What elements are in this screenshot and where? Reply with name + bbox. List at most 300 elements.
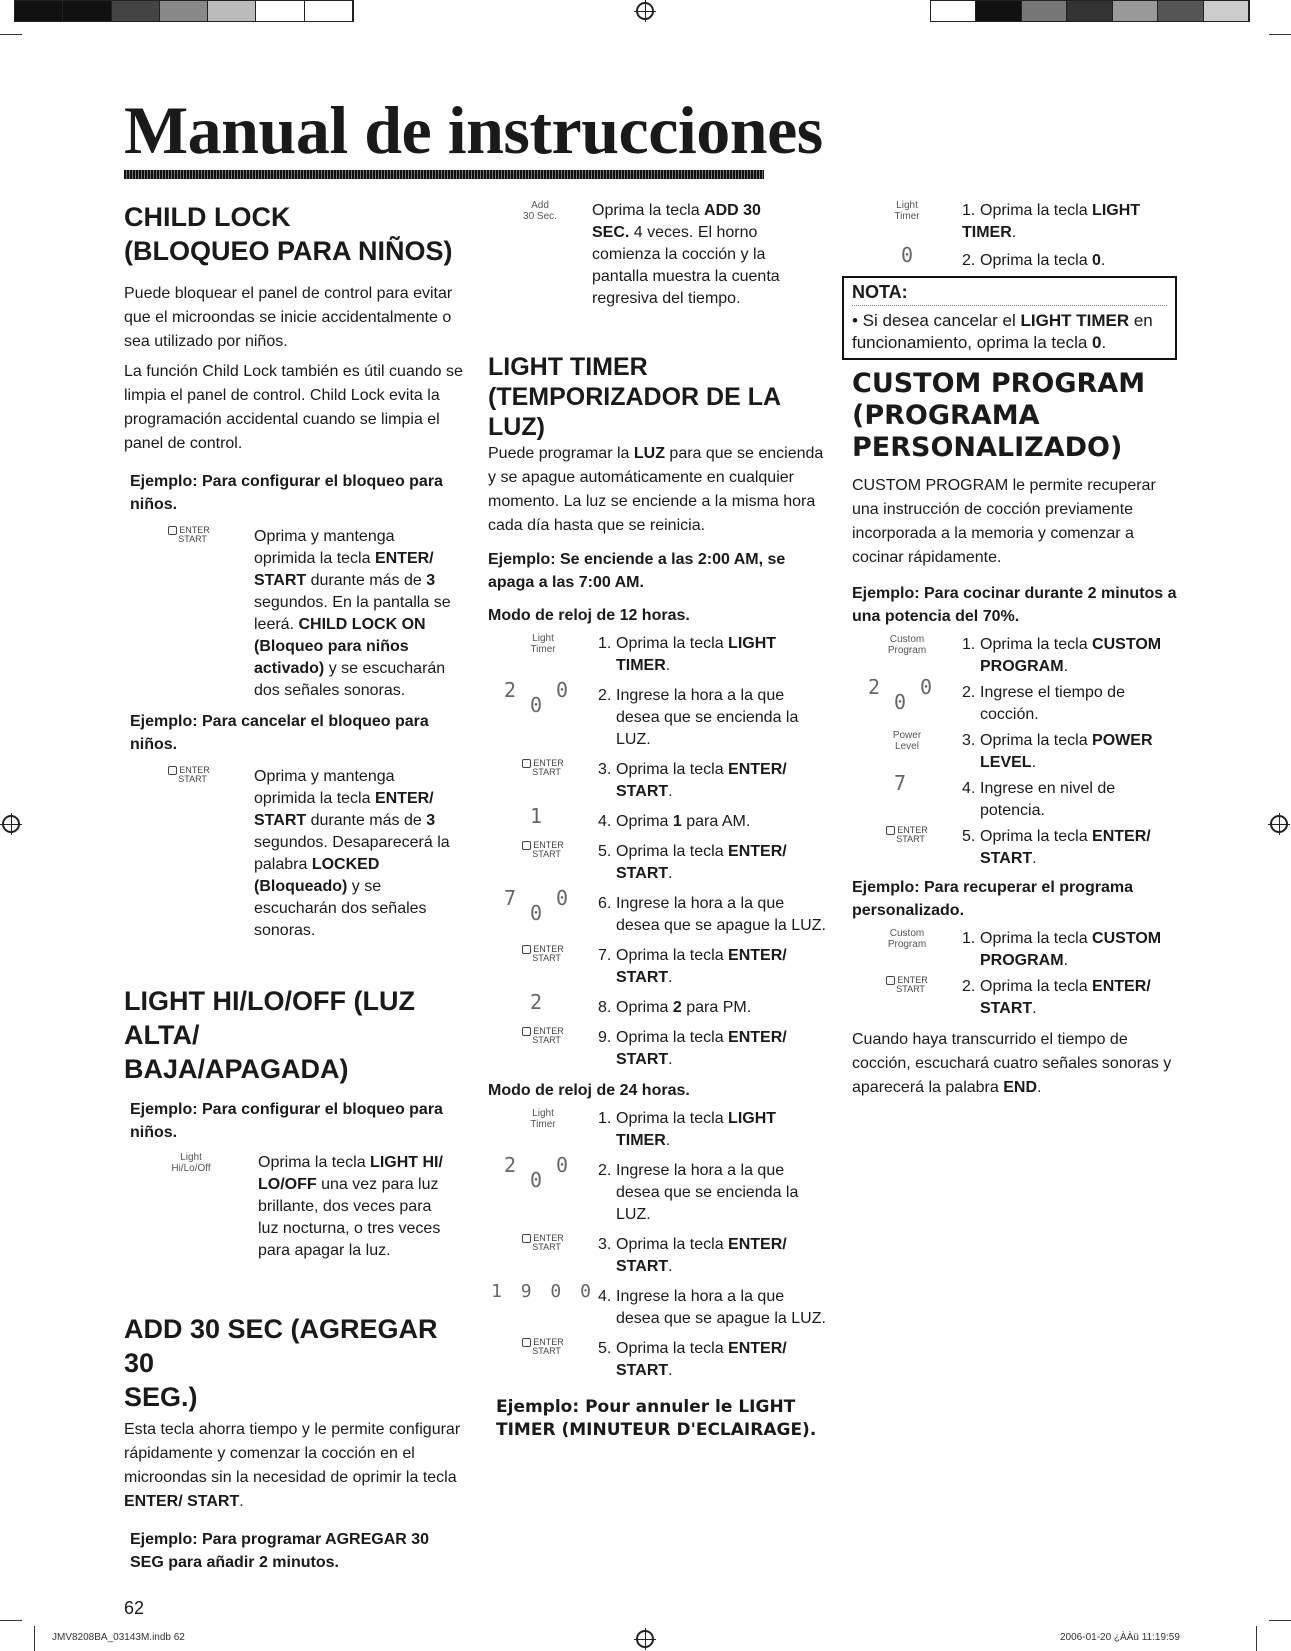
text: para PM. bbox=[681, 999, 752, 1016]
key-text: START bbox=[532, 849, 561, 860]
step-number: 2. bbox=[962, 684, 976, 701]
registration-target-bottom bbox=[636, 1630, 654, 1648]
example-heading: Ejemplo: Para cocinar durante 2 minutos a una potencia del 70%. bbox=[852, 585, 1177, 625]
instruction-row bbox=[488, 633, 828, 677]
instruction-row bbox=[852, 730, 1177, 774]
instruction-row bbox=[488, 200, 828, 310]
instruction-text bbox=[962, 634, 1177, 678]
instruction-row bbox=[124, 766, 464, 942]
step-number: 1. bbox=[962, 202, 976, 219]
note-title: NOTA: bbox=[852, 282, 1167, 306]
footer-file: JMV8208BA_03143M.indb 62 bbox=[52, 1632, 185, 1643]
key-text: ENTER bbox=[533, 1026, 564, 1036]
key-text: Add bbox=[531, 200, 549, 211]
instruction-text bbox=[258, 1152, 454, 1262]
instruction-text bbox=[592, 200, 792, 310]
step-number: 7. bbox=[598, 947, 612, 964]
d7-key bbox=[852, 771, 962, 795]
key-text: START bbox=[532, 1035, 561, 1046]
enter-start-label bbox=[168, 766, 210, 784]
text: Oprima la tecla bbox=[616, 761, 729, 778]
custom-steps-1 bbox=[852, 634, 1177, 870]
instruction-row bbox=[488, 1234, 828, 1278]
text: Oprima la tecla bbox=[616, 843, 729, 860]
step-number: 2. bbox=[598, 1162, 612, 1179]
instruction-text bbox=[962, 730, 1177, 774]
footer-stamp: 2006-01-20 ¿ÀÀü 11:19:59 bbox=[1060, 1632, 1180, 1643]
digit-0-key: 0 bbox=[900, 243, 914, 267]
instruction-text bbox=[598, 633, 828, 677]
text-bold: ADD 30 SEC. bbox=[592, 202, 761, 241]
enter-key bbox=[488, 759, 598, 778]
text-bold: ENTER/ START bbox=[616, 947, 787, 986]
step-number: 4. bbox=[598, 1288, 612, 1305]
heading-line: LIGHT HI/LO/OFF (LUZ ALTA/ bbox=[124, 986, 415, 1050]
page-number: 62 bbox=[124, 1598, 145, 1618]
key-text: 2 0 0 bbox=[867, 675, 947, 714]
registration-target-top bbox=[636, 2, 654, 20]
key-text: START bbox=[532, 1346, 561, 1357]
key-text: Light bbox=[532, 633, 554, 644]
custom-steps-2 bbox=[852, 928, 1177, 1020]
step-number: 9. bbox=[598, 1029, 612, 1046]
text-bold: 3 bbox=[426, 812, 436, 829]
key-text: START bbox=[532, 1242, 561, 1253]
step-number: 3. bbox=[962, 732, 976, 749]
text: para AM. bbox=[681, 813, 751, 830]
step-number: 6. bbox=[598, 895, 612, 912]
key-text: ENTER bbox=[533, 944, 564, 954]
custom-program-heading bbox=[852, 368, 1177, 464]
title-rule bbox=[124, 170, 764, 179]
text: . bbox=[1100, 252, 1106, 269]
text: Ingrese el tiempo de cocción. bbox=[980, 684, 1125, 723]
instruction-text bbox=[598, 1160, 828, 1226]
instruction-row bbox=[488, 759, 828, 803]
text: durante más de bbox=[306, 572, 427, 589]
enter-key bbox=[488, 1027, 598, 1046]
instruction-row bbox=[488, 1153, 828, 1226]
add30-heading bbox=[124, 1312, 464, 1414]
step-number: 4. bbox=[962, 780, 976, 797]
key-text: Program bbox=[887, 645, 927, 656]
registration-target-left bbox=[2, 815, 20, 833]
registration-bar-left bbox=[14, 0, 354, 22]
key-text: ENTER bbox=[533, 1337, 564, 1347]
instruction-text bbox=[598, 841, 828, 885]
paragraph: CUSTOM PROGRAM le permite recuperar una instrucción de cocción previamente incorporada a la memoria y comenzar a cocinar rápidamente. bbox=[852, 477, 1156, 566]
step-number: 1. bbox=[598, 635, 612, 652]
example-heading: Ejemplo: Para programar AGREGAR 30 SEG para añadir 2 minutos. bbox=[130, 1531, 430, 1571]
crop-mark bbox=[1256, 1626, 1257, 1651]
text: para que se encienda y se apague automáticamente en cualquier momento. La luz se enciende a la misma hora cada día hasta que se reinicia. bbox=[488, 445, 824, 534]
instruction-row bbox=[852, 771, 1177, 822]
step-number: 5. bbox=[598, 843, 612, 860]
instruction-text bbox=[962, 976, 1177, 1020]
example-heading: Ejemplo: Para configurar el bloqueo para niños. bbox=[130, 1101, 443, 1141]
note-text bbox=[852, 310, 1167, 354]
text: . bbox=[668, 783, 673, 800]
text: Oprima y mantenga oprimida la tecla bbox=[254, 528, 395, 567]
text-bold: CUSTOM PROGRAM bbox=[980, 930, 1162, 969]
enter-start-label bbox=[886, 976, 928, 994]
instruction-row bbox=[852, 200, 1177, 244]
crop-mark bbox=[0, 34, 22, 35]
enter-key bbox=[488, 1338, 598, 1357]
instruction-text bbox=[254, 526, 454, 702]
step-number: 2. bbox=[962, 252, 976, 269]
key-text: ENTER bbox=[533, 1233, 564, 1243]
text: 4 veces. El horno comienza la cocción y la pantalla muestra la cuenta regresiva del tiempo. bbox=[592, 224, 780, 307]
heading-line: PERSONALIZADO) bbox=[852, 432, 1123, 463]
instruction-text bbox=[598, 685, 828, 751]
instruction-row bbox=[488, 841, 828, 885]
text-bold: LIGHT TIMER bbox=[1020, 311, 1130, 330]
text-bold: POWER LEVEL bbox=[980, 732, 1153, 771]
key-text: Program bbox=[887, 939, 927, 950]
instruction-text bbox=[254, 766, 454, 942]
text: . bbox=[665, 657, 671, 674]
paragraph: Puede bloquear el panel de control para evitar que el microondas se inicie accidentalmente o sea utilizado por niños. bbox=[124, 285, 453, 350]
key-text: START bbox=[896, 984, 925, 995]
enter-key bbox=[852, 976, 962, 995]
crop-mark bbox=[1269, 1620, 1291, 1621]
key-text: Light bbox=[896, 200, 918, 211]
text: en funcionamiento, oprima la tecla bbox=[852, 311, 1153, 352]
text: . bbox=[239, 1493, 244, 1510]
key-text: 1 9 0 0 bbox=[491, 1281, 595, 1302]
text-bold: ENTER/ START bbox=[616, 1236, 787, 1275]
text-bold: ENTER/ START bbox=[616, 1340, 787, 1379]
paragraph bbox=[124, 1418, 464, 1514]
text-bold: 2 bbox=[672, 999, 682, 1016]
step-number: 5. bbox=[962, 828, 976, 845]
steps-12h bbox=[488, 633, 828, 1071]
enter-start-key bbox=[124, 766, 254, 785]
key-text: START bbox=[178, 774, 207, 785]
key-text: Custom bbox=[889, 634, 925, 645]
instruction-row bbox=[852, 928, 1177, 972]
text: . bbox=[1011, 224, 1017, 241]
step-number: 1. bbox=[962, 636, 976, 653]
text: Oprima y mantenga oprimida la tecla bbox=[254, 768, 395, 807]
instruction-text bbox=[598, 997, 828, 1019]
key-text: Timer bbox=[894, 211, 920, 222]
text: Ingrese la hora a la que desea que se apague la LUZ. bbox=[616, 1288, 826, 1327]
key-text: ENTER bbox=[533, 758, 564, 768]
note-box bbox=[842, 276, 1177, 360]
heading-line: ADD 30 SEC (AGREGAR 30 bbox=[124, 1314, 438, 1378]
text-bold: LIGHT TIMER bbox=[616, 635, 777, 674]
text-bold: LIGHT TIMER bbox=[616, 1110, 777, 1149]
text-bold: ENTER/ START bbox=[254, 790, 434, 829]
text-bold: 3 bbox=[426, 572, 436, 589]
enter-start-label bbox=[522, 945, 564, 963]
instruction-row bbox=[488, 678, 828, 751]
key-text: Level bbox=[895, 741, 919, 752]
instruction-row bbox=[852, 675, 1177, 726]
example-heading: Ejemplo: Para configurar el bloqueo para niños. bbox=[130, 473, 443, 513]
crop-mark bbox=[34, 1626, 35, 1651]
step-number: 4. bbox=[598, 813, 612, 830]
text: • Si desea cancelar el bbox=[852, 311, 1021, 330]
instruction-text bbox=[598, 1027, 828, 1071]
enter-start-label bbox=[522, 841, 564, 859]
child-lock-heading bbox=[124, 200, 464, 268]
enter-key bbox=[852, 826, 962, 845]
instruction-row bbox=[488, 1338, 828, 1382]
instruction-text bbox=[598, 1338, 828, 1382]
key-text: ENTER bbox=[533, 840, 564, 850]
light-hilo-heading bbox=[124, 984, 464, 1086]
instruction-row bbox=[488, 990, 828, 1019]
text-bold: ENTER/ START bbox=[616, 761, 787, 800]
text-bold: 1 bbox=[672, 813, 682, 830]
key-text: 2 bbox=[529, 990, 557, 1014]
step-number: 1. bbox=[962, 930, 976, 947]
step-number: 2. bbox=[962, 978, 976, 995]
light-timer-key bbox=[852, 200, 962, 222]
text: Oprima la tecla bbox=[980, 978, 1093, 995]
column-2 bbox=[488, 200, 828, 1442]
key-text: Light bbox=[532, 1108, 554, 1119]
step-number: 2. bbox=[598, 687, 612, 704]
instruction-row bbox=[852, 634, 1177, 678]
text: Oprima la tecla bbox=[616, 635, 729, 652]
light-timer-key bbox=[488, 633, 598, 655]
example-heading: Ejemplo: Pour annuler le LIGHT TIMER (MINUTEUR D'ECLAIRAGE). bbox=[496, 1397, 817, 1440]
step-number: 3. bbox=[598, 761, 612, 778]
key-text: 7 bbox=[893, 771, 921, 795]
heading-line: BAJA/APAGADA) bbox=[124, 1054, 349, 1084]
heading-line: LIGHT TIMER bbox=[488, 353, 648, 381]
key-text: Timer bbox=[530, 644, 556, 655]
registration-target-right bbox=[1270, 815, 1288, 833]
enter-start-label bbox=[522, 1338, 564, 1356]
instruction-row bbox=[488, 1027, 828, 1071]
text: Oprima bbox=[616, 813, 673, 830]
text: una vez para luz brillante, dos veces para luz nocturna, o tres veces para apagar la luz. bbox=[258, 1176, 441, 1259]
instruction-text bbox=[598, 893, 828, 937]
text: Ingrese la hora a la que desea que se apague la LUZ. bbox=[616, 895, 826, 934]
d200-key bbox=[488, 1153, 598, 1192]
key-text: ENTER bbox=[179, 525, 210, 535]
key-text: 1 bbox=[529, 804, 557, 828]
crop-mark bbox=[0, 1620, 22, 1621]
key-text: 2 0 0 bbox=[503, 678, 583, 717]
registration-bar-right bbox=[930, 0, 1250, 22]
key-text: ENTER bbox=[897, 975, 928, 985]
text-bold: CUSTOM PROGRAM bbox=[980, 636, 1162, 675]
key-text: START bbox=[532, 767, 561, 778]
example-heading: Ejemplo: Para cancelar el bloqueo para niños. bbox=[130, 713, 429, 753]
text: . bbox=[668, 1051, 673, 1068]
instruction-row bbox=[852, 243, 1177, 272]
text: durante más de bbox=[306, 812, 427, 829]
key-text: START bbox=[532, 953, 561, 964]
text-bold: LIGHT HI/ LO/OFF bbox=[258, 1154, 443, 1193]
enter-start-label bbox=[886, 826, 928, 844]
d1-key bbox=[488, 804, 598, 828]
text-bold: END bbox=[1003, 1079, 1037, 1096]
text-bold: ENTER/ START bbox=[980, 978, 1151, 1017]
heading-line: (TEMPORIZADOR DE LA LUZ) bbox=[488, 383, 781, 441]
paragraph: La función Child Lock también es útil cuando se limpia el panel de control. Child Lock evita la programación accidental cuando se limpia el panel de control. bbox=[124, 363, 463, 452]
instruction-row bbox=[124, 526, 464, 702]
enter-start-label bbox=[168, 526, 210, 544]
text: . bbox=[1063, 658, 1069, 675]
text: Oprima la tecla bbox=[980, 636, 1093, 653]
column-3 bbox=[852, 200, 1177, 1100]
key-text: START bbox=[178, 534, 207, 545]
instruction-text bbox=[598, 1286, 828, 1330]
text: Oprima la tecla bbox=[980, 732, 1093, 749]
heading-line: (PROGRAMA bbox=[852, 400, 1040, 431]
text: Oprima la tecla bbox=[592, 202, 705, 219]
text: . bbox=[668, 865, 673, 882]
light-timer-key bbox=[488, 1108, 598, 1130]
column-1 bbox=[124, 200, 464, 1620]
text: Oprima la tecla bbox=[980, 828, 1093, 845]
crop-mark bbox=[1269, 34, 1291, 35]
heading-line: CUSTOM PROGRAM bbox=[852, 368, 1146, 399]
text: . bbox=[1032, 1000, 1037, 1017]
key-text: 30 Sec. bbox=[523, 211, 557, 222]
text: . bbox=[1031, 754, 1037, 771]
step-number: 1. bbox=[598, 1110, 612, 1127]
paragraph bbox=[852, 1028, 1177, 1100]
text-bold: ENTER/ START bbox=[254, 550, 434, 589]
text: . bbox=[1101, 333, 1107, 352]
key-text: START bbox=[896, 834, 925, 845]
key-text: Light bbox=[180, 1152, 202, 1163]
enter-start-key bbox=[124, 526, 254, 545]
key-text: Power bbox=[892, 730, 922, 741]
text: Cuando haya transcurrido el tiempo de cocción, escuchará cuatro señales sonoras y aparecerá la palabra bbox=[852, 1031, 1172, 1096]
key-text: ENTER bbox=[179, 765, 210, 775]
instruction-row bbox=[852, 826, 1177, 870]
heading-line: SEG.) bbox=[124, 1382, 198, 1412]
key-text: Custom bbox=[889, 928, 925, 939]
instruction-row bbox=[488, 1108, 828, 1152]
key-text: Hi/Lo/Off bbox=[171, 1163, 211, 1174]
d1900-key bbox=[488, 1281, 598, 1302]
text: Esta tecla ahorra tiempo y le permite configurar rápidamente y comenzar la cocción en el microondas sin la necesidad de oprimir la tecla bbox=[124, 1421, 461, 1486]
paragraph bbox=[488, 442, 828, 538]
text: Oprima la tecla bbox=[616, 1236, 729, 1253]
mode-heading: Modo de reloj de 12 horas. bbox=[488, 607, 690, 624]
instruction-row bbox=[488, 1281, 828, 1330]
d2-key bbox=[488, 990, 598, 1014]
text: Oprima la tecla bbox=[258, 1154, 371, 1171]
text-bold: ENTER/ START bbox=[616, 843, 787, 882]
text: Oprima la tecla bbox=[616, 947, 729, 964]
enter-key bbox=[488, 1234, 598, 1253]
text: Oprima bbox=[616, 999, 673, 1016]
enter-start-label bbox=[522, 1027, 564, 1045]
enter-start-label bbox=[522, 1234, 564, 1252]
d700-key bbox=[488, 886, 598, 925]
text-bold: ENTER/ START bbox=[980, 828, 1151, 867]
text: segundos. En la pantalla se leerá. bbox=[254, 594, 451, 633]
step-number: 3. bbox=[598, 1236, 612, 1253]
enter-key bbox=[488, 945, 598, 964]
custom-program-key bbox=[852, 928, 962, 950]
steps-24h bbox=[488, 1108, 828, 1382]
text: y se escucharán dos señales sonoras. bbox=[254, 660, 446, 699]
add30-key bbox=[488, 200, 592, 222]
text: . bbox=[665, 1132, 671, 1149]
instruction-text bbox=[598, 1234, 828, 1278]
instruction-text bbox=[598, 945, 828, 989]
example-heading: Ejemplo: Se enciende a las 2:00 AM, se apaga a las 7:00 AM. bbox=[488, 551, 786, 591]
example-heading: Ejemplo: Para recuperar el programa personalizado. bbox=[852, 879, 1133, 919]
text-bold: LIGHT TIMER bbox=[962, 202, 1141, 241]
text-bold: 0 bbox=[1092, 333, 1102, 352]
text-bold: CHILD LOCK ON (Bloqueo para niños activado) bbox=[254, 616, 426, 677]
power-level-key bbox=[852, 730, 962, 752]
instruction-text bbox=[598, 1108, 828, 1152]
d200-key bbox=[852, 675, 962, 714]
text: y se escucharán dos señales sonoras. bbox=[254, 878, 427, 939]
step-number: 5. bbox=[598, 1340, 612, 1357]
text: . bbox=[1032, 850, 1037, 867]
instruction-row bbox=[852, 976, 1177, 1020]
instruction-text bbox=[962, 250, 1105, 272]
d200-key bbox=[488, 678, 598, 717]
instruction-text bbox=[598, 811, 828, 833]
light-timer-heading bbox=[488, 352, 828, 442]
key-text: 7 0 0 bbox=[503, 886, 583, 925]
key-text: 2 0 0 bbox=[503, 1153, 583, 1192]
instruction-text bbox=[962, 682, 1177, 726]
text: . bbox=[668, 969, 673, 986]
text: Puede programar la bbox=[488, 445, 634, 462]
mode-heading: Modo de reloj de 24 horas. bbox=[488, 1082, 690, 1099]
text-bold: LUZ bbox=[633, 445, 665, 462]
text-bold: ENTER/ START bbox=[616, 1029, 787, 1068]
text: Oprima la tecla bbox=[616, 1340, 729, 1357]
instruction-text bbox=[962, 928, 1177, 972]
text: Oprima la tecla bbox=[980, 930, 1093, 947]
text-bold: 0 bbox=[1092, 252, 1101, 269]
text: segundos. Desaparecerá la palabra bbox=[254, 834, 450, 873]
text: . bbox=[668, 1258, 673, 1275]
text-bold: ENTER/ START bbox=[124, 1493, 240, 1510]
light-hilo-key bbox=[124, 1152, 258, 1174]
enter-start-label bbox=[522, 759, 564, 777]
custom-program-key bbox=[852, 634, 962, 656]
instruction-row bbox=[124, 1152, 464, 1262]
text-bold: LOCKED (Bloqueado) bbox=[254, 856, 380, 895]
text: Ingrese en nivel de potencia. bbox=[980, 780, 1116, 819]
heading-line: CHILD LOCK bbox=[124, 202, 291, 232]
text: Ingrese la hora a la que desea que se encienda la LUZ. bbox=[616, 1162, 799, 1223]
instruction-text bbox=[962, 778, 1177, 822]
text: . bbox=[668, 1362, 673, 1379]
instruction-row bbox=[488, 945, 828, 989]
instruction-row bbox=[488, 886, 828, 937]
enter-key bbox=[488, 841, 598, 860]
text: Oprima la tecla bbox=[980, 252, 1093, 269]
heading-line: (BLOQUEO PARA NIÑOS) bbox=[124, 236, 453, 266]
instruction-row bbox=[488, 804, 828, 833]
text: Ingrese la hora a la que desea que se encienda la LUZ. bbox=[616, 687, 799, 748]
key-text: Timer bbox=[530, 1119, 556, 1130]
instruction-text bbox=[598, 759, 828, 803]
text: Oprima la tecla bbox=[980, 202, 1093, 219]
instruction-text bbox=[962, 826, 1177, 870]
